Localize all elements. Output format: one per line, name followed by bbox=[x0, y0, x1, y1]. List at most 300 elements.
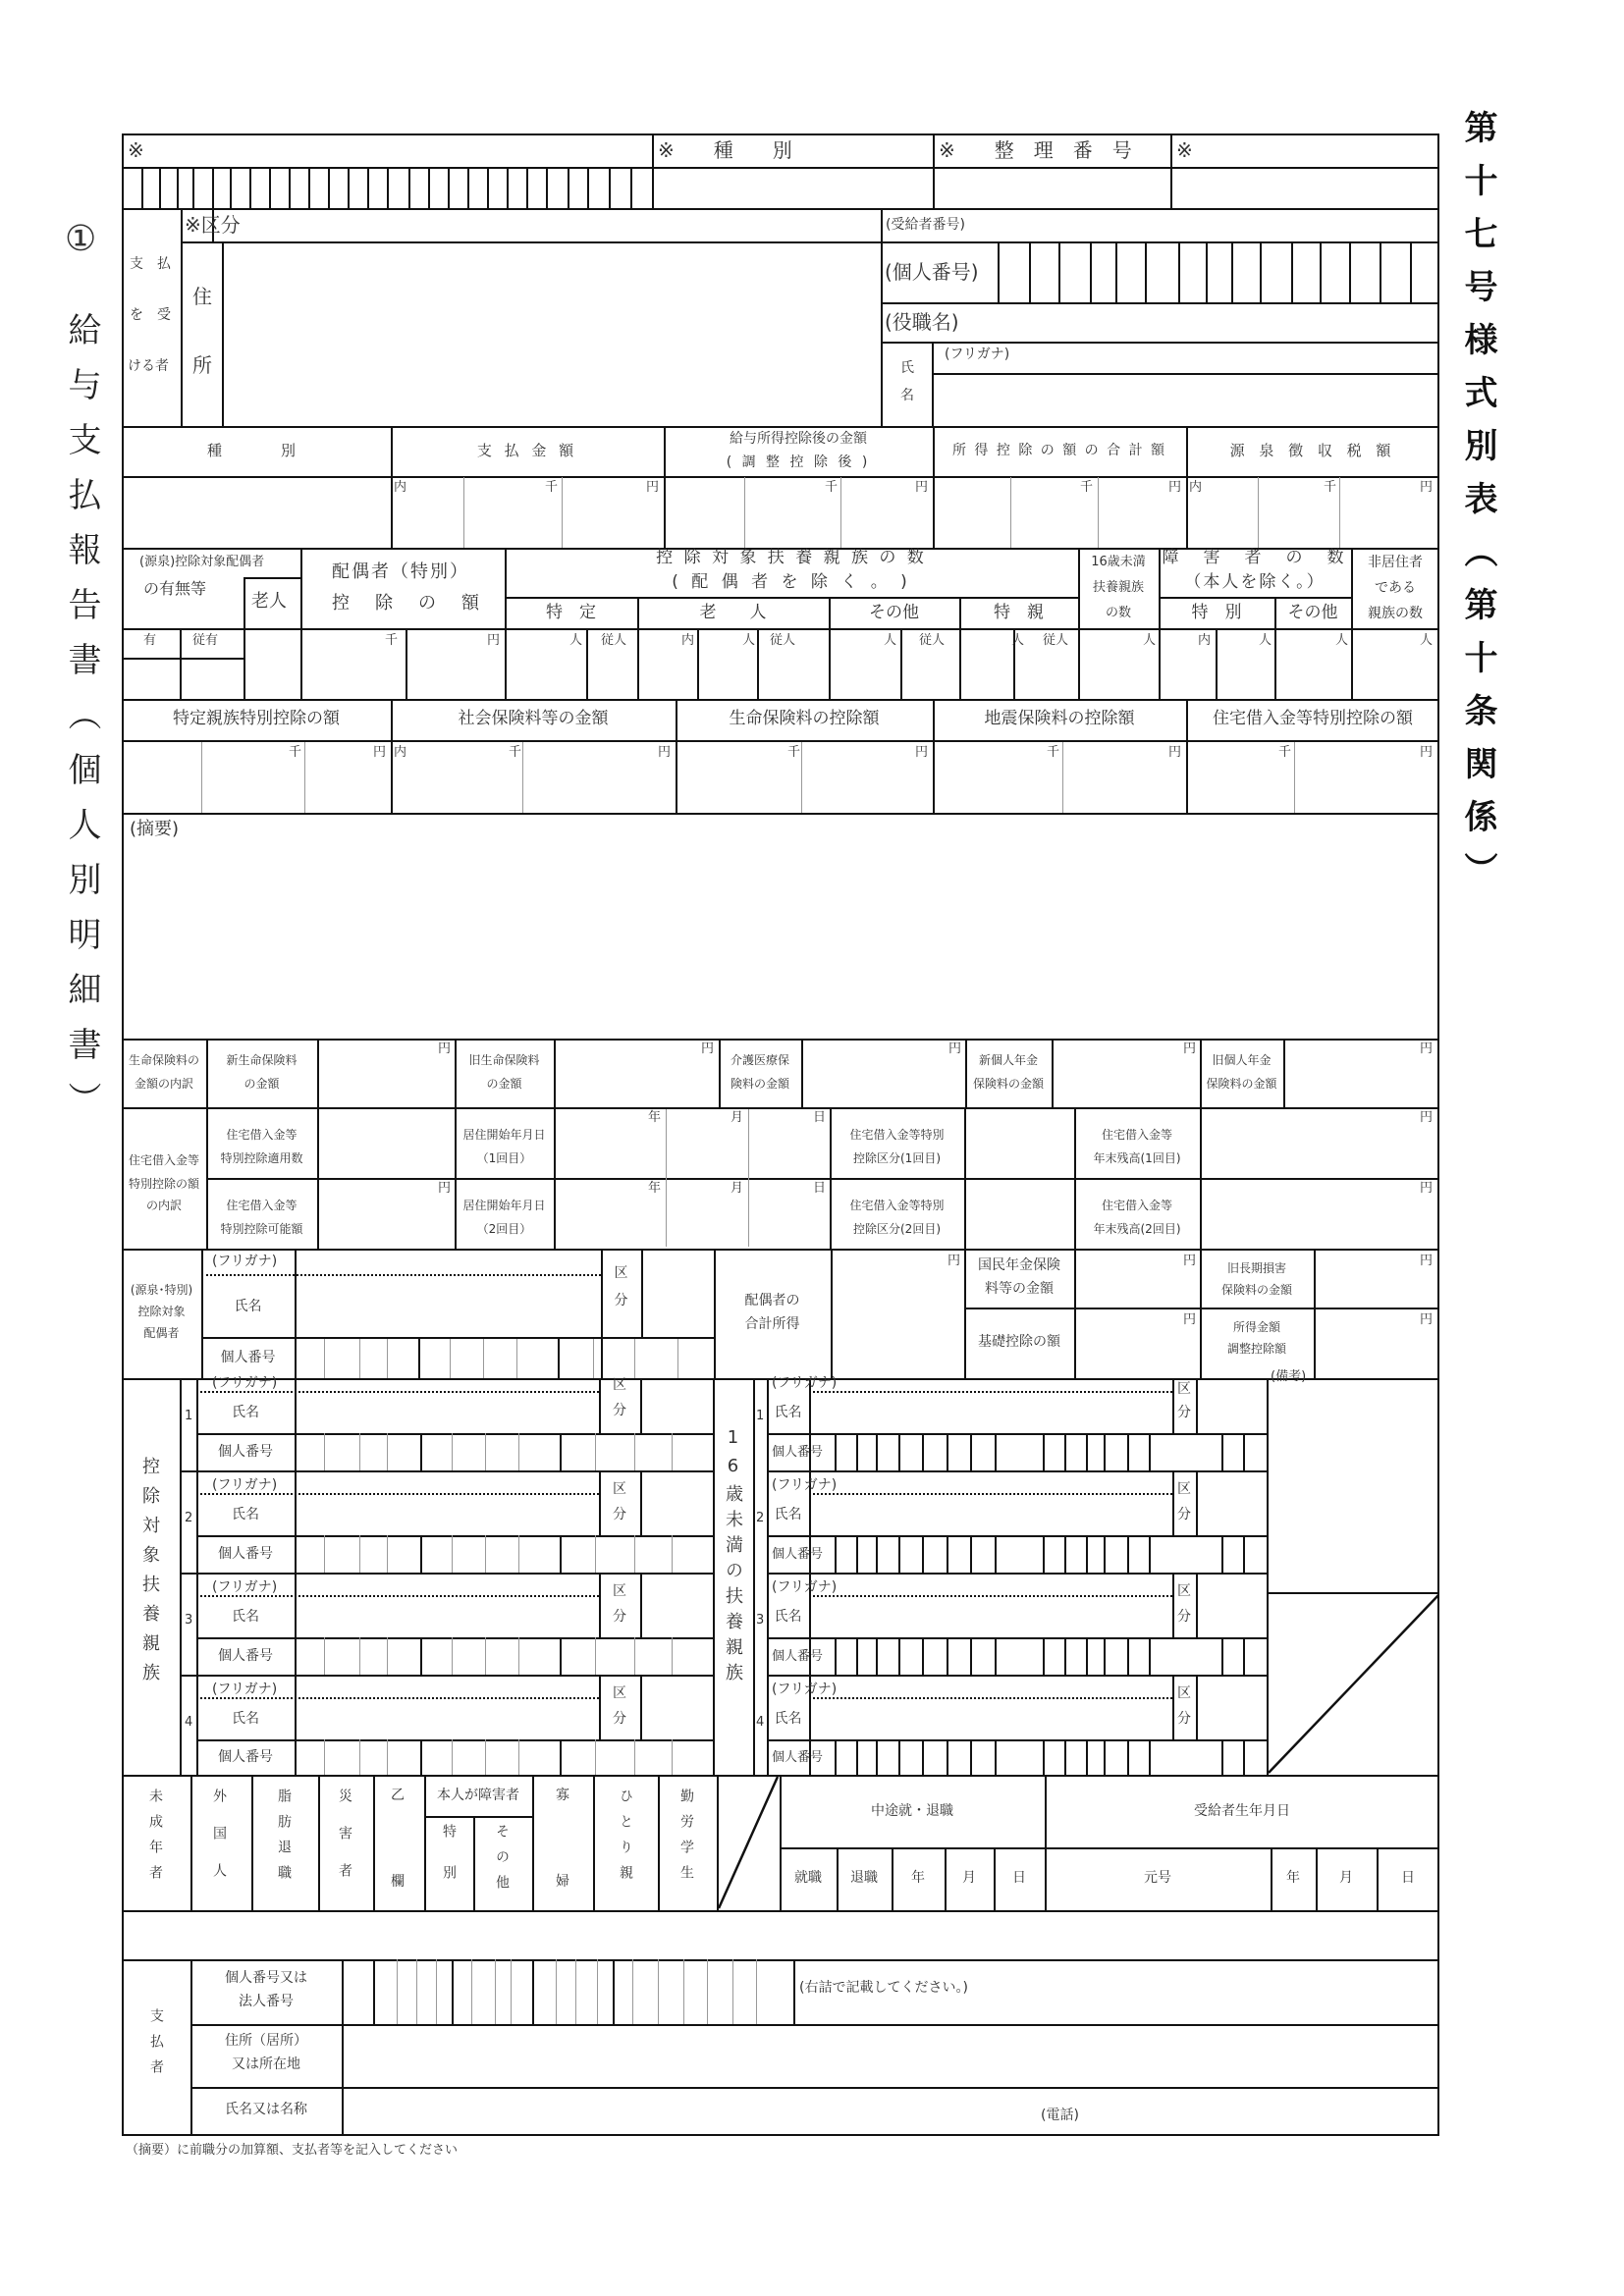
housing-balance-1-label-2: 年末残高(1回目) bbox=[1093, 1151, 1181, 1165]
unit-sub-person: 従人 bbox=[770, 633, 796, 648]
unit-en: 円 bbox=[646, 480, 660, 495]
under16-personal-number-label: 個人番号 bbox=[772, 1547, 824, 1562]
spouse-total-income-input[interactable] bbox=[833, 1251, 962, 1376]
spouse-kubun-label-1: 区 bbox=[614, 1265, 628, 1281]
reference-number-label: ※ 整 理 番 号 bbox=[939, 138, 1132, 162]
recipient-number-input[interactable] bbox=[982, 210, 1437, 240]
new-life-label-1: 新生命保険料 bbox=[226, 1053, 298, 1067]
unit-person: 人 bbox=[1335, 633, 1349, 648]
single-parent-checkbox[interactable] bbox=[595, 1912, 656, 1957]
sub-juyes-label: 従有 bbox=[192, 633, 219, 648]
unit-en: 円 bbox=[438, 1181, 452, 1196]
remarks-input[interactable] bbox=[1269, 1394, 1437, 1590]
death-retire-label: 脂肪退職 bbox=[276, 1789, 292, 1891]
code-boxes-input[interactable] bbox=[124, 169, 650, 206]
payment-amount-input[interactable] bbox=[393, 478, 662, 546]
payer-address-input[interactable] bbox=[344, 2026, 1437, 2085]
disabled-other-flag-label: その他 bbox=[494, 1824, 510, 1900]
unit-en: 円 bbox=[1168, 480, 1182, 495]
dependent-furigana-label: (フリガナ) bbox=[212, 1375, 278, 1391]
nonresident-label-3: 親族の数 bbox=[1368, 606, 1423, 621]
elderly-checkbox[interactable] bbox=[245, 630, 299, 697]
spouse-juyes-checkbox[interactable] bbox=[182, 660, 243, 697]
name-input[interactable] bbox=[934, 375, 1437, 424]
housing-possible-label-2: 特別控除可能額 bbox=[220, 1222, 303, 1236]
spouse-deduction-input[interactable] bbox=[302, 648, 503, 697]
unit-en: 円 bbox=[438, 1041, 452, 1056]
elderly-label: 老人 bbox=[251, 591, 287, 612]
under16-kubun-label: 区 bbox=[1177, 1481, 1191, 1497]
old-label: 老 人 bbox=[699, 603, 767, 622]
dependent-kubun-label: 分 bbox=[613, 1507, 626, 1522]
spouse-furigana-input[interactable] bbox=[297, 1251, 599, 1272]
payer-name-label: 氏名又は名称 bbox=[225, 2102, 307, 2117]
housing-division-2-input[interactable] bbox=[966, 1180, 1072, 1247]
job-title-label: (役職名) bbox=[885, 310, 959, 334]
unit-person: 人 bbox=[569, 633, 583, 648]
kind-amount-input[interactable] bbox=[124, 478, 389, 546]
unit-sen: 千 bbox=[1324, 480, 1337, 495]
spouse-name-label: 氏名 bbox=[234, 1299, 262, 1314]
retire-input[interactable] bbox=[839, 1912, 890, 1957]
withholding-tax-header: 源 泉 徴 収 税 額 bbox=[1229, 442, 1396, 459]
otsu-label-1: 乙 bbox=[391, 1788, 405, 1803]
nonresident-count-input[interactable] bbox=[1353, 648, 1437, 697]
specific-relative-deduction-input[interactable] bbox=[124, 742, 389, 811]
dependent-kubun-label: 分 bbox=[613, 1403, 626, 1418]
disabled-label-2: （本人を除く。） bbox=[1184, 572, 1326, 592]
residence-start-1-label-2: （1回目） bbox=[476, 1151, 532, 1165]
under16-count-input[interactable] bbox=[1080, 648, 1157, 697]
unit-sub-person: 従人 bbox=[601, 633, 627, 648]
under16-furigana-label: (フリガナ) bbox=[772, 1579, 838, 1595]
dependent-kubun-label: 区 bbox=[613, 1583, 626, 1599]
birth-year-input[interactable] bbox=[1272, 1912, 1314, 1957]
unit-sen: 千 bbox=[1080, 480, 1094, 495]
unit-en: 円 bbox=[915, 745, 929, 760]
dependent-2-name-input[interactable] bbox=[297, 1472, 597, 1533]
spouse-group-label-1: (源泉･特別) bbox=[130, 1283, 193, 1297]
otsu-checkbox[interactable] bbox=[375, 1912, 422, 1957]
summary-label: (摘要) bbox=[130, 819, 180, 839]
working-student-checkbox[interactable] bbox=[660, 1912, 715, 1957]
dependent-3-name-input[interactable] bbox=[297, 1575, 597, 1635]
spouse-personal-number-input[interactable] bbox=[297, 1339, 712, 1376]
dependents-count-label-1: 控 除 対 象 扶 養 親 族 の 数 bbox=[656, 548, 927, 567]
kind-input[interactable] bbox=[654, 169, 931, 206]
name-label-2: 名 bbox=[900, 388, 914, 403]
minor-checkbox[interactable] bbox=[124, 1912, 189, 1957]
sub-yes-label: 有 bbox=[143, 633, 157, 648]
address-input[interactable] bbox=[224, 243, 879, 424]
national-pension-input[interactable] bbox=[1076, 1251, 1198, 1306]
payer-number-label-1: 個人番号又は bbox=[225, 1970, 307, 1986]
housing-balance-2-input[interactable] bbox=[1202, 1180, 1437, 1247]
spouse-total-income-label-1: 配偶者の bbox=[744, 1293, 800, 1308]
remarks-label: (備考) bbox=[1271, 1369, 1307, 1384]
total-deductions-input[interactable] bbox=[935, 478, 1184, 546]
unit-month: 月 bbox=[731, 1110, 744, 1125]
under16-kubun-label: 区 bbox=[1177, 1685, 1191, 1701]
kind-label: ※ 種 別 bbox=[658, 138, 792, 162]
unit-sen: 千 bbox=[385, 633, 399, 648]
unit-uchi: 内 bbox=[681, 633, 695, 648]
address-label-2: 所 bbox=[192, 353, 212, 377]
old-long-term-label-2: 保険料の金額 bbox=[1220, 1283, 1292, 1297]
dependent-4-name-input[interactable] bbox=[297, 1677, 597, 1737]
new-pension-input[interactable] bbox=[1054, 1041, 1198, 1105]
dependents-group-label: 控除対象扶養親族 bbox=[139, 1457, 160, 1692]
recipient-group-label-1: 支 払 bbox=[130, 256, 171, 272]
spouse-kubun-input[interactable] bbox=[643, 1251, 712, 1335]
unit-uchi: 内 bbox=[1198, 633, 1212, 648]
dependent-name-label: 氏名 bbox=[232, 1507, 259, 1522]
minor-label: 未成年者 bbox=[147, 1789, 163, 1891]
widow-label-1: 寡 bbox=[556, 1788, 569, 1803]
unit-en: 円 bbox=[915, 480, 929, 495]
dependent-name-label: 氏名 bbox=[232, 1609, 259, 1625]
unit-person: 人 bbox=[884, 633, 897, 648]
payer-number-label-2: 法人番号 bbox=[239, 1994, 294, 2009]
unit-en: 円 bbox=[373, 745, 387, 760]
unit-sen: 千 bbox=[787, 745, 801, 760]
care-medical-label-1: 介護医療保 bbox=[730, 1053, 789, 1067]
midway-day-label: 日 bbox=[1012, 1870, 1026, 1886]
unit-person: 人 bbox=[1259, 633, 1272, 648]
under16-row-number: 1 bbox=[756, 1409, 765, 1423]
dependent-row-number: 2 bbox=[185, 1511, 193, 1525]
new-life-label-2: の金額 bbox=[244, 1077, 280, 1091]
recipient-number-label: (受給者番号) bbox=[886, 217, 965, 233]
payer-group-label: 支払者 bbox=[148, 2008, 164, 2085]
mark-label-2: ※ bbox=[1176, 138, 1193, 162]
unit-uchi: 内 bbox=[394, 480, 407, 495]
midway-year-label: 年 bbox=[911, 1870, 925, 1886]
unit-year: 年 bbox=[648, 1110, 662, 1125]
residence-start-1-label-1: 居住開始年月日 bbox=[462, 1128, 546, 1142]
job-title-input[interactable] bbox=[992, 304, 1437, 340]
unit-sen: 千 bbox=[1278, 745, 1292, 760]
old-pension-label-1: 旧個人年金 bbox=[1212, 1053, 1272, 1067]
unit-en: 円 bbox=[487, 633, 501, 648]
dependent-1-name-input[interactable] bbox=[297, 1380, 597, 1431]
spouse-group-label-3: 配偶者 bbox=[143, 1326, 180, 1340]
under16-personal-number-label: 個人番号 bbox=[772, 1445, 824, 1460]
dependent-kubun-label: 区 bbox=[613, 1685, 626, 1701]
earthquake-insurance-header: 地震保険料の控除額 bbox=[984, 709, 1135, 728]
midway-year-input[interactable] bbox=[893, 1912, 943, 1957]
personal-number-input[interactable] bbox=[1000, 243, 1437, 300]
care-medical-input[interactable] bbox=[803, 1041, 963, 1105]
form-circle-number: ① bbox=[65, 219, 97, 259]
payer-name-input[interactable] bbox=[344, 2089, 1031, 2134]
personal-number-label: (個人番号) bbox=[885, 260, 979, 284]
unit-en: 円 bbox=[1420, 1110, 1434, 1125]
under16-kubun-label: 分 bbox=[1177, 1711, 1191, 1727]
housing-balance-2-label-2: 年末残高(2回目) bbox=[1093, 1222, 1181, 1236]
category-input[interactable] bbox=[214, 210, 879, 240]
dependents-counts-input[interactable] bbox=[507, 648, 1076, 697]
working-student-label: 勤労学生 bbox=[678, 1789, 694, 1891]
disaster-checkbox[interactable] bbox=[320, 1912, 371, 1957]
payer-number-note: (右詰で記載してください。) bbox=[799, 1980, 968, 1996]
care-medical-label-2: 険料の金額 bbox=[730, 1077, 789, 1091]
spouse-name-input[interactable] bbox=[297, 1276, 599, 1335]
after-deduction-input[interactable] bbox=[666, 478, 931, 546]
name-label-1: 氏 bbox=[900, 360, 914, 376]
under16-kubun-label: 分 bbox=[1177, 1405, 1191, 1420]
unit-person: 人 bbox=[1011, 633, 1025, 648]
spouse-deduction-label-2: 控 除 の 額 bbox=[332, 593, 483, 614]
under16-name-label: 氏名 bbox=[774, 1609, 802, 1625]
old-life-label-2: の金額 bbox=[486, 1077, 522, 1091]
income-adjust-input[interactable] bbox=[1316, 1309, 1437, 1376]
under16-name-label: 氏名 bbox=[774, 1507, 802, 1522]
foreigner-checkbox[interactable] bbox=[192, 1912, 249, 1957]
payer-address-label-2: 又は所在地 bbox=[232, 2056, 300, 2072]
income-adjust-label-1: 所得金額 bbox=[1232, 1320, 1280, 1334]
furigana-label: (フリガナ) bbox=[945, 347, 1010, 362]
nonresident-label-1: 非居住者 bbox=[1368, 555, 1423, 570]
phone-label: (電話) bbox=[1041, 2108, 1079, 2123]
life-insurance-group-label-2: 金額の内訳 bbox=[134, 1077, 193, 1091]
spouse-presence-label-2: の有無等 bbox=[143, 579, 207, 598]
summary-textarea[interactable] bbox=[124, 844, 1437, 1037]
birth-day-input[interactable] bbox=[1379, 1912, 1437, 1957]
dependent-personal-number-label: 個人番号 bbox=[218, 1546, 273, 1562]
spouse-total-income-label-2: 合計所得 bbox=[744, 1316, 800, 1332]
housing-balance-2-label-1: 住宅借入金等 bbox=[1101, 1199, 1172, 1212]
dependent-kubun-label: 分 bbox=[613, 1711, 626, 1727]
social-insurance-header: 社会保険料等の金額 bbox=[458, 709, 609, 728]
unit-sen: 千 bbox=[825, 480, 839, 495]
housing-count-input[interactable] bbox=[319, 1109, 453, 1176]
housing-loan-deduction-header: 住宅借入金等特別控除の額 bbox=[1213, 709, 1413, 728]
unit-en: 円 bbox=[701, 1041, 715, 1056]
specific-relative-deduction-header: 特定親族特別控除の額 bbox=[173, 709, 340, 728]
housing-possible-input[interactable] bbox=[319, 1180, 453, 1247]
unit-en: 円 bbox=[947, 1254, 961, 1268]
unit-sub-person: 従人 bbox=[919, 633, 946, 648]
spouse-kubun-label-2: 分 bbox=[614, 1293, 628, 1308]
unit-sub-person: 従人 bbox=[1043, 633, 1069, 648]
single-parent-label: ひとり親 bbox=[618, 1789, 633, 1891]
mark-label: ※ bbox=[128, 138, 144, 162]
unit-en: 円 bbox=[1183, 1254, 1197, 1268]
unit-en: 円 bbox=[658, 745, 672, 760]
under16-row-number: 4 bbox=[756, 1715, 765, 1730]
old-long-term-label-1: 旧長期損害 bbox=[1226, 1261, 1286, 1275]
unit-en: 円 bbox=[1183, 1312, 1197, 1327]
spouse-yes-checkbox[interactable] bbox=[124, 660, 179, 697]
housing-group-label-3: の内訳 bbox=[145, 1199, 182, 1212]
recipient-group-label-2: を 受 bbox=[130, 307, 171, 323]
unit-uchi: 内 bbox=[1189, 480, 1203, 495]
under16-kubun-label: 分 bbox=[1177, 1507, 1191, 1522]
reference-number-input[interactable] bbox=[935, 169, 1168, 206]
residence-start-1-input[interactable] bbox=[556, 1109, 828, 1176]
dependent-name-label: 氏名 bbox=[232, 1711, 259, 1727]
under16-2-name-input[interactable] bbox=[811, 1472, 1170, 1533]
retire-label: 退職 bbox=[850, 1870, 878, 1886]
life-insurance-deduction-input[interactable] bbox=[677, 742, 931, 811]
dependent-personal-number-label: 個人番号 bbox=[218, 1444, 273, 1460]
under16-label-3: の数 bbox=[1105, 606, 1131, 620]
widow-checkbox[interactable] bbox=[534, 1912, 591, 1957]
residence-start-2-input[interactable] bbox=[556, 1180, 828, 1247]
birth-day-label: 日 bbox=[1401, 1870, 1415, 1886]
birth-year-label: 年 bbox=[1286, 1870, 1300, 1886]
hire-label: 就職 bbox=[794, 1870, 822, 1886]
unit-en: 円 bbox=[1183, 1041, 1197, 1056]
old-life-label-1: 旧生命保険料 bbox=[468, 1053, 540, 1067]
spouse-furigana-label: (フリガナ) bbox=[212, 1254, 278, 1269]
life-insurance-deduction-header: 生命保険料の控除額 bbox=[729, 709, 880, 728]
specific-label: 特 定 bbox=[546, 603, 596, 622]
death-retire-checkbox[interactable] bbox=[253, 1912, 316, 1957]
unit-person: 人 bbox=[742, 633, 756, 648]
housing-count-label-2: 特別控除適用数 bbox=[220, 1151, 303, 1165]
spouse-presence-label-1: (源泉)控除対象配偶者 bbox=[139, 555, 265, 569]
national-pension-label-1: 国民年金保険 bbox=[978, 1257, 1060, 1273]
under16-name-label: 氏名 bbox=[774, 1711, 802, 1727]
under16-personal-number-label: 個人番号 bbox=[772, 1649, 824, 1664]
basic-deduction-input[interactable] bbox=[1076, 1309, 1198, 1376]
under16-kubun-label: 区 bbox=[1177, 1583, 1191, 1599]
new-pension-label-1: 新個人年金 bbox=[978, 1053, 1038, 1067]
other-label: その他 bbox=[869, 603, 919, 622]
old-pension-input[interactable] bbox=[1285, 1041, 1437, 1105]
under16-row-number: 3 bbox=[756, 1613, 765, 1628]
new-life-input[interactable] bbox=[319, 1041, 453, 1105]
old-long-term-input[interactable] bbox=[1316, 1251, 1437, 1306]
birth-month-label: 月 bbox=[1339, 1870, 1353, 1886]
birth-label: 受給者生年月日 bbox=[1194, 1803, 1290, 1819]
housing-loan-deduction-input[interactable] bbox=[1188, 742, 1437, 811]
widow-label-2: 婦 bbox=[556, 1874, 569, 1890]
earthquake-insurance-input[interactable] bbox=[935, 742, 1184, 811]
foreigner-label: 外国人 bbox=[211, 1789, 227, 1900]
payer-number-input[interactable] bbox=[344, 1961, 791, 2022]
midway-month-input[interactable] bbox=[947, 1912, 992, 1957]
under16-label-2: 扶養親族 bbox=[1092, 580, 1144, 595]
phone-input[interactable] bbox=[1100, 2089, 1437, 2134]
unit-en: 円 bbox=[948, 1041, 962, 1056]
housing-balance-1-input[interactable] bbox=[1202, 1109, 1437, 1176]
housing-group-label-2: 特別控除の額 bbox=[128, 1177, 199, 1191]
unit-en: 円 bbox=[1420, 1181, 1434, 1196]
housing-division-1-label-1: 住宅借入金等特別 bbox=[849, 1128, 945, 1142]
era-label: 元号 bbox=[1144, 1870, 1171, 1886]
furigana-input[interactable] bbox=[1041, 344, 1437, 371]
under16-group-label: 16歳未満の扶養親族 bbox=[723, 1427, 743, 1688]
disaster-label: 災害者 bbox=[337, 1789, 352, 1900]
withholding-tax-input[interactable] bbox=[1188, 478, 1437, 546]
nonresident-label-2: である bbox=[1375, 580, 1416, 596]
midway-month-label: 月 bbox=[962, 1870, 976, 1886]
under16-kubun-label: 分 bbox=[1177, 1609, 1191, 1625]
unit-day: 日 bbox=[813, 1110, 827, 1125]
social-insurance-input[interactable] bbox=[393, 742, 674, 811]
dependent-furigana-label: (フリガナ) bbox=[212, 1579, 278, 1595]
unit-en: 円 bbox=[1420, 745, 1434, 760]
era-input[interactable] bbox=[1047, 1912, 1269, 1957]
payment-amount-header: 支 払 金 額 bbox=[476, 442, 578, 459]
dependent-kubun-label: 区 bbox=[613, 1481, 626, 1497]
housing-division-2-label-2: 控除区分(2回目) bbox=[853, 1222, 941, 1236]
housing-division-2-label-1: 住宅借入金等特別 bbox=[849, 1199, 945, 1212]
total-deductions-header: 所 得 控 除 の 額 の 合 計 額 bbox=[951, 443, 1167, 458]
under16-1-name-input[interactable] bbox=[811, 1380, 1170, 1431]
housing-division-1-input[interactable] bbox=[966, 1109, 1072, 1176]
category-label: ※区分 bbox=[185, 213, 241, 237]
dependent-row-number: 1 bbox=[185, 1409, 193, 1423]
unit-month: 月 bbox=[731, 1181, 744, 1196]
unit-uchi: 内 bbox=[394, 745, 407, 760]
under16-3-name-input[interactable] bbox=[811, 1575, 1170, 1635]
old-life-input[interactable] bbox=[556, 1041, 717, 1105]
under16-4-name-input[interactable] bbox=[811, 1677, 1170, 1737]
housing-possible-label-1: 住宅借入金等 bbox=[226, 1199, 298, 1212]
after-deduction-header-1: 給与所得控除後の金額 bbox=[730, 431, 867, 447]
dependent-kubun-label: 分 bbox=[613, 1609, 626, 1625]
birth-month-input[interactable] bbox=[1318, 1912, 1375, 1957]
form-title: 給与支払報告書（個人別明細書） bbox=[62, 312, 101, 1137]
housing-balance-1-label-1: 住宅借入金等 bbox=[1101, 1128, 1172, 1142]
basic-deduction-label: 基礎控除の額 bbox=[978, 1334, 1060, 1350]
unit-en: 円 bbox=[1420, 1254, 1434, 1268]
residence-start-2-label-2: （2回目） bbox=[476, 1222, 532, 1236]
disabled-special-flag-label: 特別 bbox=[441, 1824, 457, 1906]
under16-personal-number-label: 個人番号 bbox=[772, 1750, 824, 1765]
new-pension-label-2: 保険料の金額 bbox=[972, 1077, 1044, 1091]
under16-kubun-label: 区 bbox=[1177, 1381, 1191, 1397]
under16-row-number: 2 bbox=[756, 1511, 765, 1525]
disabled-other-label: その他 bbox=[1287, 603, 1338, 622]
unit-sen: 千 bbox=[1047, 745, 1060, 760]
unit-day: 日 bbox=[813, 1181, 827, 1196]
midway-label: 中途就・退職 bbox=[871, 1803, 953, 1819]
unit-en: 円 bbox=[1168, 745, 1182, 760]
residence-start-2-label-1: 居住開始年月日 bbox=[462, 1199, 546, 1212]
dependent-kubun-label: 区 bbox=[613, 1377, 626, 1393]
spouse-deduction-label-1: 配偶者（特別） bbox=[332, 561, 469, 582]
dependent-row-number: 4 bbox=[185, 1715, 193, 1730]
unit-sen: 千 bbox=[289, 745, 302, 760]
dependent-personal-number-label: 個人番号 bbox=[218, 1749, 273, 1765]
under16-name-label: 氏名 bbox=[774, 1405, 802, 1420]
unit-year: 年 bbox=[648, 1181, 662, 1196]
housing-group-label-1: 住宅借入金等 bbox=[128, 1153, 199, 1167]
unit-sen: 千 bbox=[545, 480, 559, 495]
spouse-group-label-2: 控除対象 bbox=[137, 1305, 186, 1318]
disabled-special-checkbox[interactable] bbox=[426, 1912, 471, 1957]
old-pension-label-2: 保険料の金額 bbox=[1206, 1077, 1277, 1091]
unit-person: 人 bbox=[1143, 633, 1157, 648]
under16-label-1: 16歳未満 bbox=[1091, 555, 1146, 569]
disabled-special-label: 特 別 bbox=[1191, 603, 1242, 622]
disabled-count-input[interactable] bbox=[1161, 648, 1349, 697]
special-relative-label: 特 親 bbox=[994, 603, 1044, 622]
self-disabled-label: 本人が障害者 bbox=[437, 1788, 519, 1803]
disabled-other-checkbox[interactable] bbox=[475, 1912, 530, 1957]
dependent-row-number: 3 bbox=[185, 1613, 193, 1628]
unit-en: 円 bbox=[1420, 1041, 1434, 1056]
housing-count-label-1: 住宅借入金等 bbox=[226, 1128, 298, 1142]
hire-input[interactable] bbox=[782, 1912, 835, 1957]
midway-day-input[interactable] bbox=[996, 1912, 1043, 1957]
mark-input[interactable] bbox=[1172, 169, 1437, 206]
